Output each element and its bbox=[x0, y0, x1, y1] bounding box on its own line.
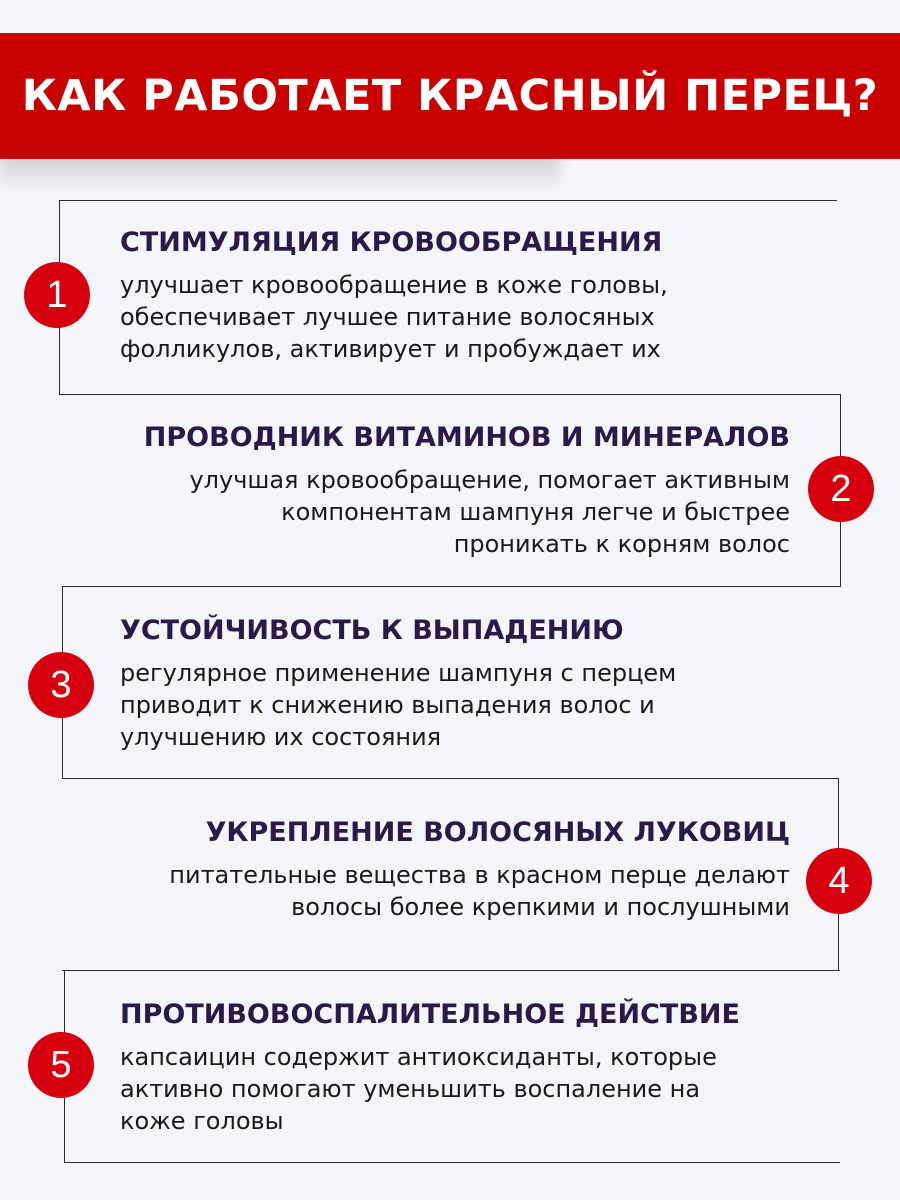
step-1-description bbox=[120, 269, 820, 365]
step-3-line-1: регулярное применение шампуня с перцем bbox=[120, 659, 677, 687]
step-2-number-badge: 2 bbox=[808, 456, 874, 522]
step-3-text bbox=[120, 614, 820, 753]
step-5-title: ПРОТИВОВОСПАЛИТЕЛЬНОЕ ДЕЙСТВИЕ bbox=[120, 999, 740, 1030]
step-5-line-1: капсаицин содержит антиоксиданты, которые bbox=[120, 1043, 717, 1071]
step-2-line-1: улучшая кровообращение, помогает активным bbox=[189, 466, 790, 494]
step-5-line-3: коже головы bbox=[120, 1107, 284, 1135]
step-4-number-badge: 4 bbox=[806, 848, 872, 914]
step-1-number-badge: 1 bbox=[24, 262, 90, 328]
step-2-description bbox=[70, 464, 790, 560]
step-5-number-badge: 5 bbox=[28, 1032, 94, 1098]
page-title: КАК РАБОТАЕТ КРАСНЫЙ ПЕРЕЦ? bbox=[21, 71, 879, 121]
step-3-line-3: улучшению их состояния bbox=[120, 723, 442, 751]
step-4-line-2: волосы более крепкими и послушными bbox=[291, 893, 790, 921]
step-4-title: УКРЕПЛЕНИЕ ВОЛОСЯНЫХ ЛУКОВИЦ bbox=[205, 817, 790, 848]
step-5-description bbox=[120, 1041, 820, 1137]
step-1-line-3: фолликулов, активирует и пробуждает их bbox=[120, 335, 661, 363]
step-3-title: УСТОЙЧИВОСТЬ К ВЫПАДЕНИЮ bbox=[120, 615, 624, 646]
step-1-line-2: обеспечивает лучшее питание волосяных bbox=[120, 303, 655, 331]
step-1-title: СТИМУЛЯЦИЯ КРОВООБРАЩЕНИЯ bbox=[120, 227, 663, 258]
step-5-text bbox=[120, 998, 820, 1137]
step-2-line-2: компонентам шампуня легче и быстрее bbox=[281, 498, 790, 526]
step-5-line-2: активно помогают уменьшить воспаление на bbox=[120, 1075, 701, 1103]
step-2-title: ПРОВОДНИК ВИТАМИНОВ И МИНЕРАЛОВ bbox=[143, 422, 790, 453]
step-4-line-1: питательные вещества в красном перце делают bbox=[169, 861, 790, 889]
step-3-description bbox=[120, 657, 820, 753]
step-2-line-3: проникать к корням волос bbox=[453, 530, 790, 558]
header-banner bbox=[0, 33, 900, 159]
step-2-text bbox=[70, 421, 790, 560]
step-1-text bbox=[120, 226, 820, 365]
step-1-line-1: улучшает кровообращение в коже головы, bbox=[120, 271, 668, 299]
step-4-text bbox=[70, 816, 790, 923]
step-3-number-badge: 3 bbox=[28, 652, 94, 718]
step-3-line-2: приводит к снижению выпадения волос и bbox=[120, 691, 655, 719]
step-4-description bbox=[70, 859, 790, 923]
